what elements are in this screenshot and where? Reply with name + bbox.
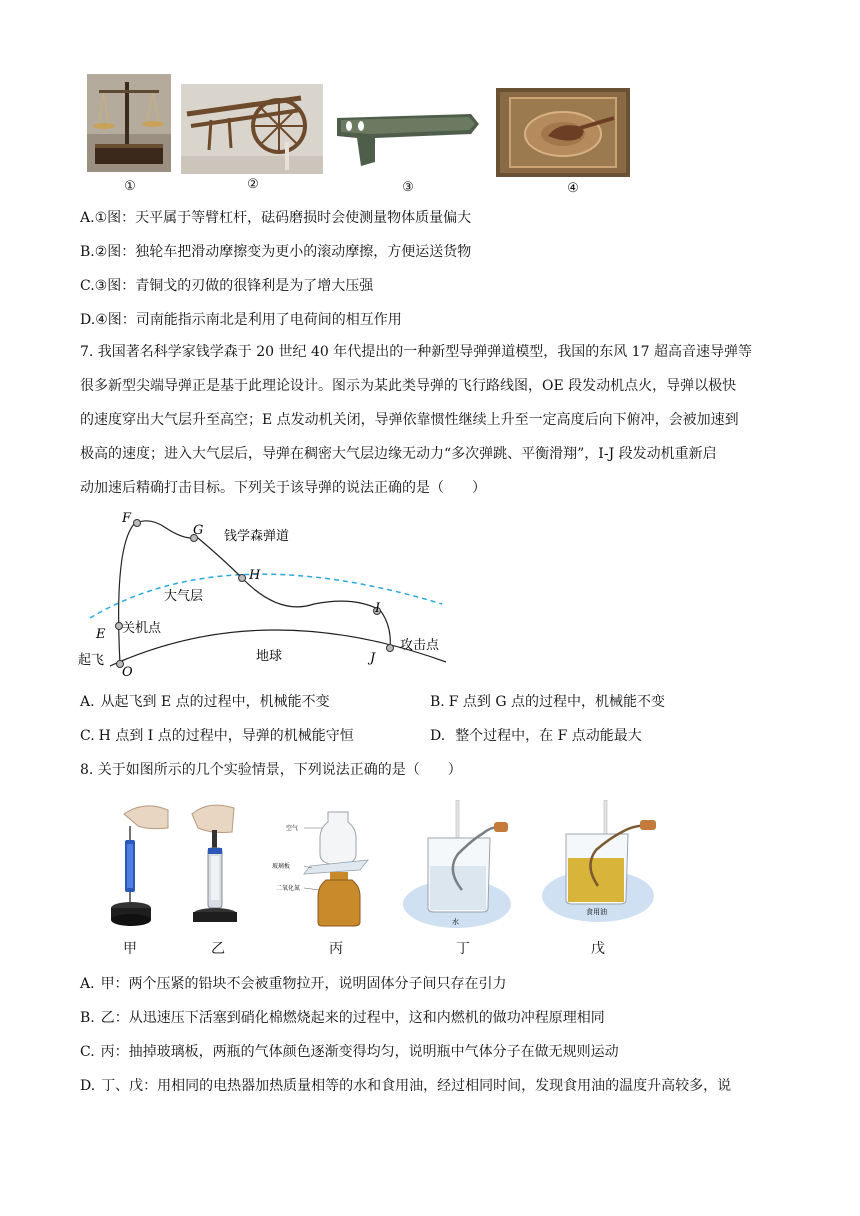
option-label: D. [80, 1078, 96, 1094]
q7-option-a [80, 692, 330, 712]
q8-caption-bing: 丙 [329, 941, 343, 957]
option-text: H 点到 I 点的过程中，导弹的机械能守恒 [98, 728, 354, 744]
image-caption-1: ① [124, 179, 136, 194]
water-beaker-heater-icon [398, 800, 516, 932]
wheelbarrow-icon [181, 84, 323, 174]
point-e: E [96, 627, 106, 642]
point-o: O [122, 665, 133, 680]
takeoff-label: 起飞 [78, 653, 105, 668]
option-label: A. [80, 694, 95, 710]
point-j: J [370, 651, 376, 666]
image-caption-3: ③ [402, 180, 414, 195]
q6-option-d [80, 310, 402, 330]
q7-option-d [430, 726, 642, 746]
air-compression-syringe-icon [186, 800, 252, 928]
q8-stem: 8. 关于如图所示的几个实验情景，下列说法正确的是（ ） [80, 762, 462, 778]
image-caption-2: ② [247, 177, 259, 192]
option-label: A. [80, 976, 95, 992]
q8-caption-ding: 丁 [456, 941, 470, 957]
option-label: C. [80, 1044, 95, 1060]
option-label: B. [430, 694, 445, 710]
q8-caption-yi: 乙 [211, 941, 225, 957]
option-text: 从起飞到 E 点的过程中，机械能不变 [100, 694, 330, 710]
oil-beaker-heater-icon [536, 800, 664, 928]
option-text: ③图：青铜戈的刃做的很锋利是为了增大压强 [94, 278, 374, 294]
point-g: G [193, 523, 204, 538]
option-text: ②图：独轮车把滑动摩擦变为更小的滚动摩擦，方便运送货物 [94, 244, 472, 260]
oil-label: 食用油 [586, 908, 607, 916]
option-text: 丙：抽掉玻璃板，两瓶的气体颜色逐渐变得均匀，说明瓶中气体分子在做无规则运动 [100, 1044, 619, 1060]
water-label: 水 [452, 918, 459, 926]
q7-option-b [430, 692, 665, 712]
balance-scale-icon [87, 74, 171, 172]
option-text: ①图：天平属于等臂杠杆，砝码磨损时会使测量物体质量偏大 [94, 210, 472, 226]
trajectory-diagram [74, 508, 454, 680]
q6-option-b [80, 242, 471, 262]
option-text: 丁、戊：用相同的电热器加热质量相等的水和食用油，经过相同时间，发现食用油的温度升高较多，说 [101, 1078, 732, 1094]
option-text: F 点到 G 点的过程中，机械能不变 [448, 694, 665, 710]
q6-option-a [80, 208, 471, 228]
q7-stem-line-4: 极高的速度；进入大气层后，导弹在稠密大气层边缘无动力“多次弹跳、平衡滑翔”，I-J 段发动机重新启 [80, 446, 717, 462]
point-h: H [249, 568, 261, 583]
q7-stem-line-5: 动加速后精确打击目标。下列关于该导弹的说法正确的是（ ） [80, 480, 486, 496]
lead-blocks-spring-scale-icon [104, 800, 170, 928]
atmosphere-label: 大气层 [164, 589, 204, 604]
q7-stem-line-3: 的速度穿出大气层升至高空；E 点发动机关闭，导弹依靠惯性继续上升至一定高度后向下俯冲，会被加速到 [80, 412, 739, 428]
q6-option-c [80, 276, 373, 296]
option-label: B. [80, 244, 95, 260]
q8-option-a [80, 974, 507, 994]
q8-caption-jia: 甲 [123, 941, 137, 957]
q7-option-c [80, 726, 354, 746]
q7-stem-line-2: 很多新型尖端导弹正是基于此理论设计。图示为某此类导弹的飞行路线图，OE 段发动机点火，导弹以极快 [80, 378, 737, 394]
option-text: 甲：两个压紧的铅块不会被重物拉开，说明固体分子间只存在引力 [100, 976, 507, 992]
point-i: I [375, 601, 381, 616]
q8-caption-wu: 戊 [591, 941, 605, 957]
bronze-dagger-axe-icon [331, 106, 481, 172]
option-label: A. [80, 210, 95, 226]
option-label: C. [80, 278, 95, 294]
option-label: D. [430, 728, 446, 744]
q7-stem-line-1: 7. 我国著名科学家钱学森于 20 世纪 40 年代提出的一种新型导弹弹道模型，我国的东风 17 超高音速导弹等 [80, 344, 752, 360]
no2-label: 二氧化氮 [276, 885, 301, 892]
target-label: 攻击点 [400, 638, 440, 653]
option-label: C. [80, 728, 95, 744]
glass-plate-label: 玻璃板 [272, 863, 291, 870]
trajectory-label: 钱学森弹道 [224, 529, 290, 544]
air-label: 空气 [286, 825, 299, 832]
option-label: B. [80, 1010, 95, 1026]
option-text: 整个过程中，在 F 点动能最大 [455, 728, 642, 744]
q8-option-c [80, 1042, 619, 1062]
q8-option-b [80, 1008, 605, 1028]
q8-option-d [80, 1076, 731, 1096]
earth-label: 地球 [256, 649, 283, 664]
gas-diffusion-bottles-icon [264, 808, 374, 928]
cutoff-label: 关机点 [122, 621, 162, 636]
sinan-compass-icon [496, 88, 630, 177]
option-label: D. [80, 312, 96, 328]
option-text: ④图：司南能指示南北是利用了电荷间的相互作用 [95, 312, 402, 328]
point-f: F [122, 511, 132, 526]
option-text: 乙：从迅速压下活塞到硝化棉燃烧起来的过程中，这和内燃机的做功冲程原理相同 [100, 1010, 605, 1026]
image-caption-4: ④ [567, 181, 579, 196]
